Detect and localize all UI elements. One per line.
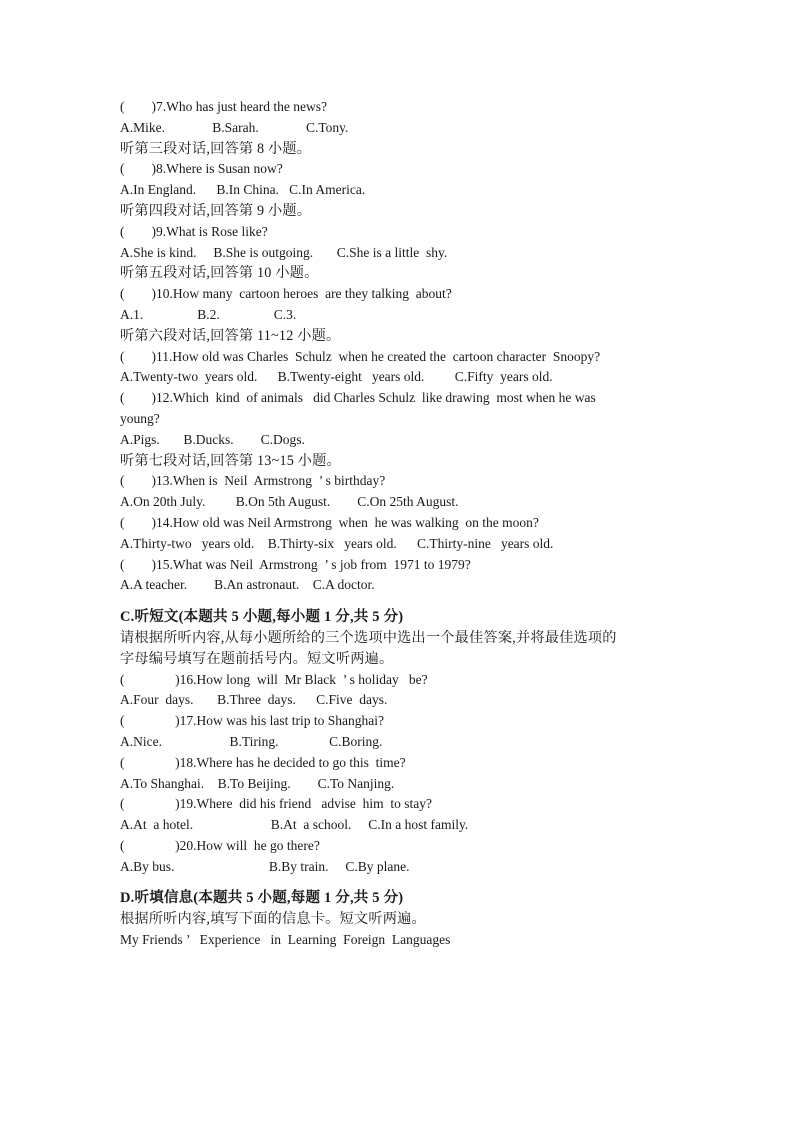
question-17-options: A.Nice. B.Tiring. C.Boring. xyxy=(120,733,383,749)
question-13: ( )13.When is Neil Armstrong ’ s birthday? xyxy=(120,473,386,489)
question-15-options: A.A teacher. B.An astronaut. C.A doctor. xyxy=(120,577,375,593)
question-8-options: A.In England. B.In China. C.In America. xyxy=(120,182,366,198)
question-14-options: A.Thirty-two years old. B.Thirty-six years old. C.Thirty-nine years old. xyxy=(120,535,554,551)
question-12-options: A.Pigs. B.Ducks. C.Dogs. xyxy=(120,431,305,447)
section-d-instruction: 根据所听内容,填写下面的信息卡。短文听两遍。 xyxy=(120,911,426,928)
section-c-instruction-1: 请根据所听内容,从每小题所给的三个选项中选出一个最佳答案,并将最佳选项的 xyxy=(120,629,617,646)
dialogue-6-instruction: 听第六段对话,回答第 11~12 小题。 xyxy=(120,327,341,344)
question-9: ( )9.What is Rose like? xyxy=(120,223,268,239)
question-10: ( )10.How many cartoon heroes are they talking about? xyxy=(120,286,452,302)
question-11: ( )11.How old was Charles Schulz when he created the cartoon character Snoopy? xyxy=(120,348,601,364)
question-13-options: A.On 20th July. B.On 5th August. C.On 25th August. xyxy=(120,494,459,510)
section-spacer xyxy=(120,596,680,607)
question-18-options: A.To Shanghai. B.To Beijing. C.To Nanjing. xyxy=(120,775,395,791)
question-20-options: A.By bus. B.By train. C.By plane. xyxy=(120,858,410,874)
question-16: ( )16.How long will Mr Black ’ s holiday be? xyxy=(120,671,428,687)
question-12-line-1: ( )12.Which kind of animals did Charles Schulz like drawing most when he was xyxy=(120,390,596,406)
dialogue-7-instruction: 听第七段对话,回答第 13~15 小题。 xyxy=(120,452,341,469)
question-8: ( )8.Where is Susan now? xyxy=(120,161,283,177)
question-12-line-2: young? xyxy=(120,410,160,426)
question-19-options: A.At a hotel. B.At a school. C.In a host family. xyxy=(120,817,469,833)
question-20: ( )20.How will he go there? xyxy=(120,837,320,853)
question-10-options: A.1. B.2. C.3. xyxy=(120,306,297,322)
question-14: ( )14.How old was Neil Armstrong when he was walking on the moon? xyxy=(120,514,539,530)
info-card-title: My Friends ’ Experience in Learning Foreign Languages xyxy=(120,932,451,948)
dialogue-5-instruction: 听第五段对话,回答第 10 小题。 xyxy=(120,265,319,282)
question-19: ( )19.Where did his friend advise him to stay? xyxy=(120,796,432,812)
question-7-options: A.Mike. B.Sarah. C.Tony. xyxy=(120,119,349,135)
dialogue-4-instruction: 听第四段对话,回答第 9 小题。 xyxy=(120,202,312,219)
question-11-options: A.Twenty-two years old. B.Twenty-eight years old. C.Fifty years old. xyxy=(120,369,553,385)
section-d-title: D.听填信息(本题共 5 小题,每题 1 分,共 5 分) xyxy=(120,890,404,907)
question-9-options: A.She is kind. B.She is outgoing. C.She is a little shy. xyxy=(120,244,448,260)
worksheet-page xyxy=(120,97,680,951)
section-spacer xyxy=(120,877,680,888)
section-c-instruction-2: 字母编号填写在题前括号内。短文听两遍。 xyxy=(120,650,394,667)
question-7: ( )7.Who has just heard the news? xyxy=(120,99,327,114)
section-c-title: C.听短文(本题共 5 小题,每小题 1 分,共 5 分) xyxy=(120,609,404,626)
dialogue-3-instruction: 听第三段对话,回答第 8 小题。 xyxy=(120,140,312,157)
question-16-options: A.Four days. B.Three days. C.Five days. xyxy=(120,692,388,708)
question-15: ( )15.What was Neil Armstrong ’ s job from 1971 to 1979? xyxy=(120,556,471,572)
question-18: ( )18.Where has he decided to go this time? xyxy=(120,754,406,770)
question-17: ( )17.How was his last trip to Shanghai? xyxy=(120,713,384,729)
